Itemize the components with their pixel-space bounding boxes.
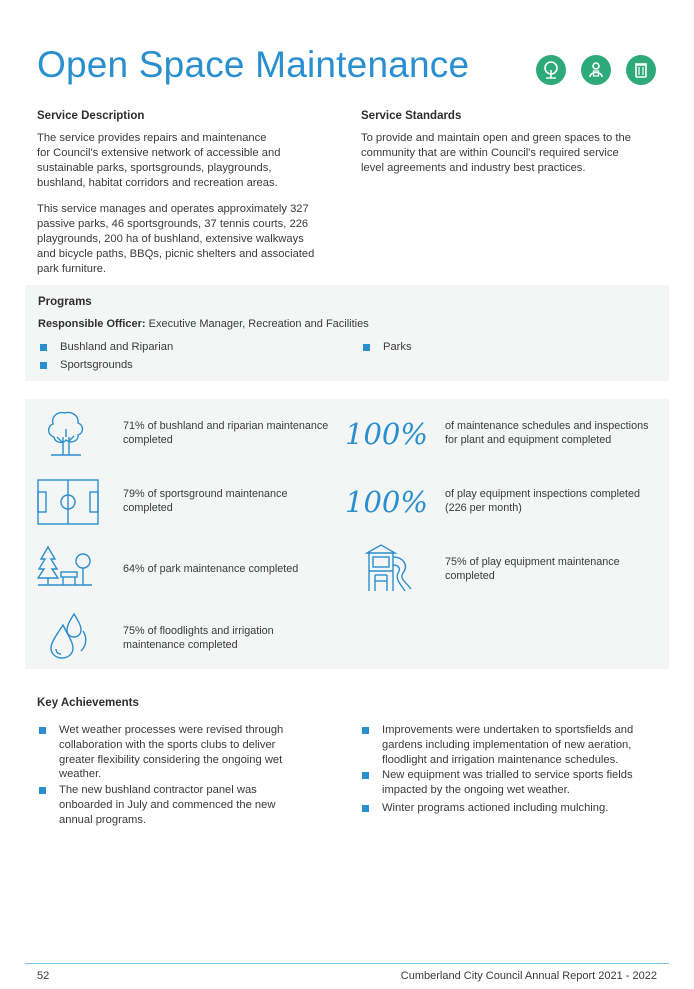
- header-icons: [536, 55, 656, 85]
- text-line: bushland, habitat corridors and recreation areas.: [37, 177, 278, 189]
- footer-title: Cumberland City Council Annual Report 2021 - 2022: [400, 970, 657, 982]
- stat-bushland: [123, 420, 338, 447]
- text-line: 64% of park maintenance completed: [123, 563, 299, 575]
- text-line: gardens including implementation of new aeration,: [382, 738, 632, 751]
- text-line: 71% of bushland and riparian maintenance: [123, 420, 329, 432]
- stat-park: [123, 563, 338, 577]
- text-line: (226 per month): [445, 501, 522, 514]
- footer-divider: [25, 963, 669, 964]
- officer-label: Responsible Officer:: [38, 318, 146, 330]
- service-description-heading: Service Description: [37, 110, 145, 122]
- text-line: onboarded in July and commenced the new: [59, 798, 276, 811]
- tree-icon: [43, 407, 87, 457]
- officer-value: Executive Manager, Recreation and Facilities: [145, 318, 369, 330]
- text-line: completed: [123, 501, 173, 514]
- text-line: completed: [123, 433, 173, 446]
- program-item: Sportsgrounds: [38, 358, 133, 373]
- text-line: of play equipment inspections completed: [445, 488, 641, 500]
- text-line: weather.: [59, 768, 102, 781]
- program-item: Bushland and Riparian: [38, 340, 173, 355]
- text-line: The service provides repairs and maintenance: [37, 132, 267, 144]
- park-icon: [37, 545, 93, 587]
- achievement-item: [360, 801, 670, 816]
- text-line: community that are within Council's required service: [361, 147, 619, 159]
- bin-icon: [626, 55, 656, 85]
- programs-panel: [25, 285, 669, 381]
- stat-plant-equipment: [445, 420, 665, 447]
- person-icon: [581, 55, 611, 85]
- key-achievements-heading: Key Achievements: [37, 697, 139, 709]
- text-line: floodlight and irrigation maintenance schedules.: [382, 753, 619, 766]
- big-percent: 100%: [345, 485, 428, 519]
- service-description-p1: [37, 131, 347, 191]
- text-line: and bicycle paths, BBQs, picnic shelters and associated: [37, 248, 315, 260]
- text-line: impacted by the ongoing wet weather.: [382, 783, 570, 796]
- text-line: park furniture.: [37, 263, 107, 275]
- text-line: Improvements were undertaken to sportsfields and: [382, 724, 634, 736]
- achievement-item: [37, 783, 337, 827]
- responsible-officer: [38, 318, 369, 330]
- text-line: annual programs.: [59, 813, 147, 826]
- text-line: maintenance completed: [123, 638, 238, 651]
- text-line: The new bushland contractor panel was: [59, 784, 257, 796]
- service-standards-text: [361, 131, 671, 176]
- text-line: greater flexibility considering the ongoing wet: [59, 753, 283, 766]
- program-item: Parks: [361, 340, 412, 355]
- text-line: 75% of floodlights and irrigation: [123, 625, 274, 637]
- service-description-p2: [37, 202, 347, 277]
- achievement-item: [360, 768, 670, 798]
- text-line: New equipment was trialled to service sports fields: [382, 769, 633, 781]
- stat-play-maintenance: [445, 556, 665, 583]
- text-line: This service manages and operates approximately 327: [37, 203, 309, 215]
- text-line: for plant and equipment completed: [445, 433, 612, 446]
- text-line: playgrounds, 200 ha of bushland, extensive walkways: [37, 233, 304, 245]
- text-line: 79% of sportsground maintenance: [123, 488, 288, 500]
- text-line: collaboration with the sports clubs to deliver: [59, 738, 276, 751]
- text-line: sustainable parks, sportsgrounds, playgrounds,: [37, 162, 272, 174]
- page-number: 52: [37, 970, 50, 982]
- tree-icon: [536, 55, 566, 85]
- stats-panel: [25, 399, 669, 669]
- stat-sportsground: [123, 488, 338, 515]
- water-drops-icon: [47, 611, 89, 659]
- text-line: for Council's extensive network of accessible and: [37, 147, 281, 159]
- text-line: Wet weather processes were revised through: [59, 724, 284, 736]
- text-line: passive parks, 46 sportsgrounds, 37 tennis courts, 226: [37, 218, 309, 230]
- text-line: completed: [445, 569, 495, 582]
- stat-play-inspections: [445, 488, 665, 515]
- text-line: level agreements and industry best practices.: [361, 162, 586, 174]
- text-line: 75% of play equipment maintenance: [445, 556, 620, 568]
- big-percent: 100%: [345, 417, 428, 451]
- text-line: To provide and maintain open and green spaces to the: [361, 132, 631, 144]
- achievement-item: [37, 723, 337, 782]
- stat-floodlights: [123, 625, 338, 652]
- text-line: Winter programs actioned including mulching.: [382, 802, 609, 814]
- achievement-item: [360, 723, 670, 767]
- text-line: of maintenance schedules and inspections: [445, 420, 649, 432]
- playground-icon: [363, 543, 413, 593]
- field-icon: [37, 479, 99, 525]
- service-standards-heading: Service Standards: [361, 110, 462, 122]
- programs-heading: Programs: [38, 296, 92, 308]
- page-title: Open Space Maintenance: [37, 44, 470, 85]
